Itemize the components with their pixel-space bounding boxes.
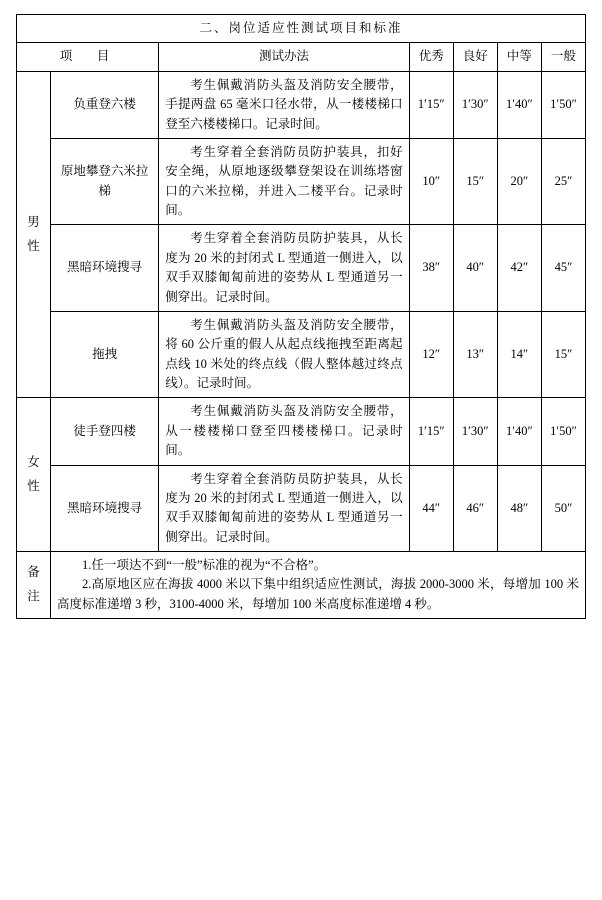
assessment-table [16, 14, 586, 619]
note-body [51, 552, 586, 619]
note-row [17, 552, 586, 619]
score-good: 1′30″ [453, 71, 497, 138]
item-method: 考生穿着全套消防员防护装具，从长度为 20 米的封闭式 L 型通道一侧进入，以双手双膝匍匐前进的姿势从 L 型通道另一侧穿出。记录时间。 [159, 225, 409, 312]
column-header-item: 项 目 [17, 43, 159, 71]
score-medium: 42″ [497, 225, 541, 312]
score-excellent: 12″ [409, 311, 453, 398]
score-excellent: 44″ [409, 465, 453, 552]
item-name: 负重登六楼 [51, 71, 159, 138]
score-average: 45″ [541, 225, 585, 312]
score-excellent: 38″ [409, 225, 453, 312]
item-method: 考生穿着全套消防员防护装具，从长度为 20 米的封闭式 L 型通道一侧进入，以双手双膝匍匐前进的姿势从 L 型通道另一侧穿出。记录时间。 [159, 465, 409, 552]
table-row [17, 71, 586, 138]
score-average: 1′50″ [541, 398, 585, 465]
score-medium: 1′40″ [497, 71, 541, 138]
column-header-average: 一般 [541, 43, 585, 71]
note-label [17, 552, 51, 619]
item-name: 黑暗环境搜寻 [51, 225, 159, 312]
item-method: 考生穿着全套消防员防护装具，扣好安全绳，从原地逐级攀登架设在训练塔窗口的六米拉梯，并进入二楼平台。记录时间。 [159, 138, 409, 225]
group-label-female [17, 398, 51, 552]
column-header-good: 良好 [453, 43, 497, 71]
column-header-method: 测试办法 [159, 43, 409, 71]
note-line-2: 2.高原地区应在海拔 4000 米以下集中组织适应性测试，海拔 2000-3000 米，每增加 100 米高度标准递增 3 秒，3100-4000 米，每增加 100 米高度标准递增 4 秒。 [57, 577, 579, 611]
score-good: 13″ [453, 311, 497, 398]
page-title: 二、岗位适应性测试项目和标准 [17, 15, 586, 43]
score-good: 46″ [453, 465, 497, 552]
table-row [17, 465, 586, 552]
note-line-1: 1.任一项达不到“一般”标准的视为“不合格”。 [82, 558, 327, 572]
group-label-male-char1: 男 性 [27, 214, 40, 253]
item-name: 徒手登四楼 [51, 398, 159, 465]
score-medium: 14″ [497, 311, 541, 398]
score-average: 15″ [541, 311, 585, 398]
table-row [17, 398, 586, 465]
score-medium: 48″ [497, 465, 541, 552]
score-excellent: 1′15″ [409, 398, 453, 465]
note-label-text: 备 注 [27, 565, 40, 604]
score-average: 25″ [541, 138, 585, 225]
title-row [17, 15, 586, 43]
item-name: 原地攀登六米拉梯 [51, 138, 159, 225]
score-average: 1′50″ [541, 71, 585, 138]
score-good: 1′30″ [453, 398, 497, 465]
table-row [17, 225, 586, 312]
score-good: 40″ [453, 225, 497, 312]
table-row [17, 311, 586, 398]
score-medium: 20″ [497, 138, 541, 225]
item-method: 考生佩戴消防头盔及消防安全腰带，手提两盘 65 毫米口径水带，从一楼楼梯口登至六楼楼梯口。记录时间。 [159, 71, 409, 138]
group-label-female-char1: 女 性 [27, 454, 40, 493]
column-header-medium: 中等 [497, 43, 541, 71]
item-name: 黑暗环境搜寻 [51, 465, 159, 552]
header-row [17, 43, 586, 71]
score-medium: 1′40″ [497, 398, 541, 465]
table-row [17, 138, 586, 225]
column-header-excellent: 优秀 [409, 43, 453, 71]
item-method: 考生佩戴消防头盔及消防安全腰带，将 60 公斤重的假人从起点线拖拽至距离起点线 10 米处的终点线（假人整体越过终点线）。记录时间。 [159, 311, 409, 398]
group-label-male [17, 71, 51, 398]
item-name: 拖拽 [51, 311, 159, 398]
score-excellent: 10″ [409, 138, 453, 225]
score-good: 15″ [453, 138, 497, 225]
score-average: 50″ [541, 465, 585, 552]
score-excellent: 1′15″ [409, 71, 453, 138]
item-method: 考生佩戴消防头盔及消防安全腰带，从一楼楼梯口登至四楼楼梯口。记录时间。 [159, 398, 409, 465]
